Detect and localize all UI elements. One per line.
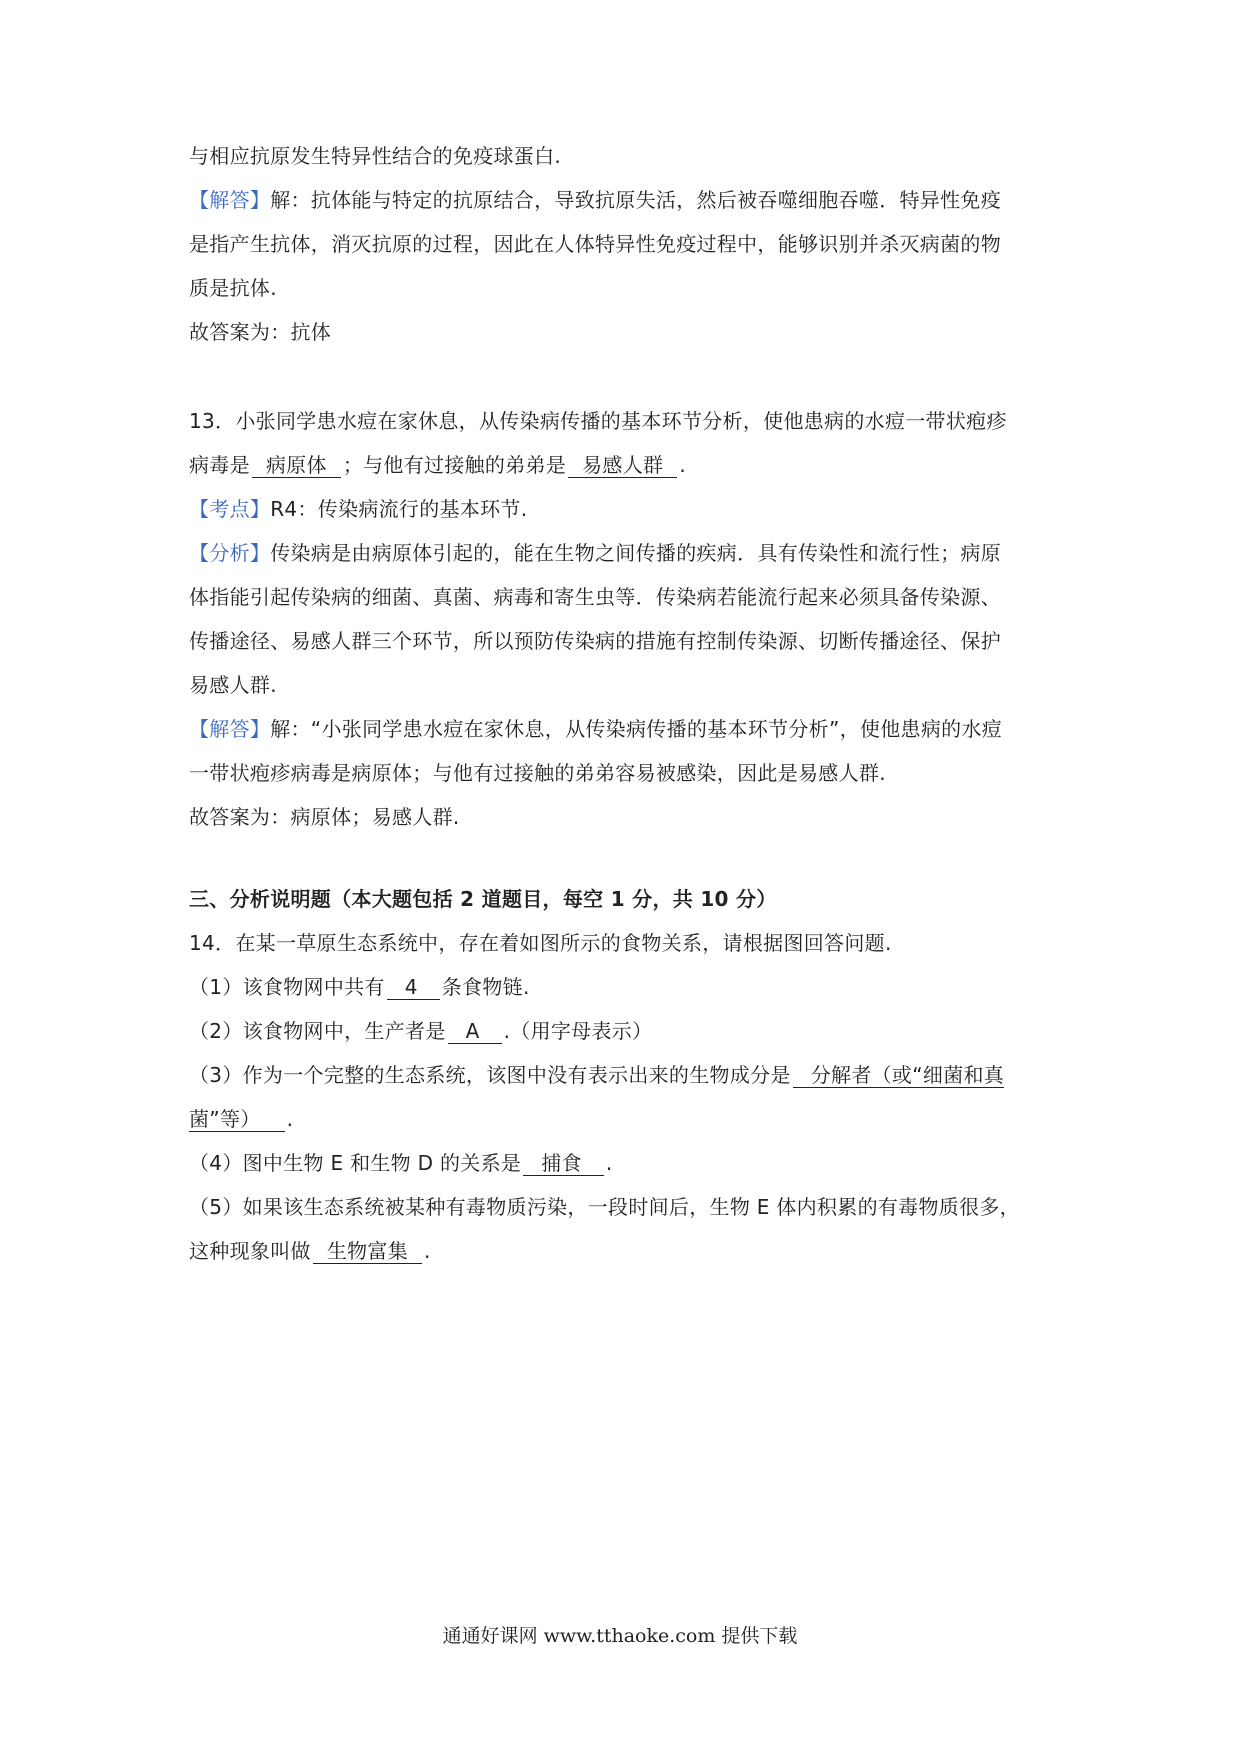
footer-text: 通通好课网 www.tthaoke.com 提供下载	[442, 1625, 798, 1647]
section3-heading-text: 三、分析说明题（本大题包括 2 道题目，每空 1 分，共 10 分）	[189, 887, 777, 911]
q13-stem-text2a: 病毒是	[189, 453, 250, 477]
q14-p3-blank-part2: 菌”等）	[189, 1107, 285, 1132]
q12-answer-text2: 是指产生抗体，消灭抗原的过程，因此在人体特异性免疫过程中，能够识别并杀灭病菌的物	[189, 232, 1001, 256]
q14-p3-blank-part1: 分解者（或“细菌和真	[793, 1063, 1004, 1088]
q12-answer-line2	[189, 229, 1069, 259]
q13-jieda-text1: 解：“小张同学患水痘在家休息，从传染病传播的基本环节分析”，使他患病的水痘	[270, 717, 1003, 741]
q14-stem-text: 14．在某一草原生态系统中，存在着如图所示的食物关系，请根据图回答问题.	[189, 931, 892, 955]
q14-p5-text1: （5）如果该生态系统被某种有毒物质污染，一段时间后，生物 E 体内积累的有毒物质很多，	[189, 1195, 1020, 1219]
q13-stem-text2c: .	[679, 453, 686, 477]
section-heading	[189, 884, 1069, 914]
q14-part5-line1	[189, 1192, 1069, 1222]
fenxi-tag: 【分析】	[189, 541, 271, 565]
q13-fenxi-line1	[189, 538, 1069, 568]
q14-p3-text-a: （3）作为一个完整的生态系统，该图中没有表示出来的生物成分是	[189, 1063, 791, 1087]
q14-p2-blank: A	[448, 1019, 502, 1044]
q13-kaodian-text: R4：传染病流行的基本环节.	[270, 497, 528, 521]
q13-kaodian-line	[189, 494, 1069, 524]
q14-p4-text-a: （4）图中生物 E 和生物 D 的关系是	[189, 1151, 522, 1175]
q13-jieda-text2: 一带状疱疹病毒是病原体；与他有过接触的弟弟容易被感染，因此是易感人群.	[189, 761, 886, 785]
answer-tag: 【解答】	[189, 717, 271, 741]
q14-part3-line1	[189, 1060, 1069, 1090]
q12-explanation-line	[189, 141, 1069, 171]
q13-final-answer	[189, 802, 1069, 832]
q14-p5-blank: 生物富集	[313, 1239, 422, 1264]
q14-part2	[189, 1016, 1069, 1046]
q14-p2-text-b: .（用字母表示）	[503, 1019, 653, 1043]
q14-p1-text-a: （1）该食物网中共有	[189, 975, 385, 999]
q13-fenxi-text2: 体指能引起传染病的细菌、真菌、病毒和寄生虫等．传染病若能流行起来必须具备传染源、	[189, 585, 1001, 609]
q13-fenxi-text4: 易感人群.	[189, 673, 277, 697]
q12-line1: 与相应抗原发生特异性结合的免疫球蛋白.	[189, 144, 562, 168]
q13-blank-2: 易感人群	[568, 453, 677, 478]
q13-fenxi-line2	[189, 582, 1069, 612]
q14-p4-text-b: .	[605, 1151, 613, 1175]
q13-final-text: 故答案为：病原体；易感人群.	[189, 805, 460, 829]
q13-stem-line2	[189, 450, 1069, 480]
q14-p2-text-a: （2）该食物网中，生产者是	[189, 1019, 446, 1043]
q13-jieda-line2	[189, 758, 1069, 788]
q14-part3-line2	[189, 1104, 1069, 1134]
q14-p4-blank: 捕食	[523, 1151, 604, 1176]
q14-p5-text-b: .	[424, 1239, 431, 1263]
q13-blank-1: 病原体	[252, 453, 341, 478]
kaodian-tag: 【考点】	[189, 497, 271, 521]
q12-final-answer	[189, 317, 1069, 347]
q13-fenxi-text3: 传播途径、易感人群三个环节，所以预防传染病的措施有控制传染源、切断传播途径、保护	[189, 629, 1001, 653]
q14-p5-text-a: 这种现象叫做	[189, 1239, 311, 1263]
q14-p3-text-b: .	[286, 1107, 294, 1131]
q13-fenxi-text1: 传染病是由病原体引起的，能在生物之间传播的疾病．具有传染性和流行性；病原	[270, 541, 1002, 565]
q14-part4	[189, 1148, 1069, 1178]
q13-fenxi-line4	[189, 670, 1069, 700]
q12-answer-text3: 质是抗体.	[189, 276, 277, 300]
q13-stem-line1	[189, 406, 1069, 436]
q14-p1-blank: 4	[387, 975, 440, 1000]
q14-part5-line2	[189, 1236, 1069, 1266]
q13-jieda-line1	[189, 714, 1069, 744]
q12-final-text: 故答案为：抗体	[189, 320, 332, 344]
q13-stem-text1: 13．小张同学患水痘在家休息，从传染病传播的基本环节分析，使他患病的水痘一带状疱疹	[189, 409, 1007, 433]
q14-part1	[189, 972, 1069, 1002]
q12-answer-line3	[189, 273, 1069, 303]
page-footer	[0, 1622, 1240, 1650]
q14-stem	[189, 928, 1069, 958]
answer-tag: 【解答】	[189, 188, 271, 212]
q13-stem-text2b: ；与他有过接触的弟弟是	[342, 453, 567, 477]
q13-fenxi-line3	[189, 626, 1069, 656]
q12-answer-text1: 解：抗体能与特定的抗原结合，导致抗原失活，然后被吞噬细胞吞噬．特异性免疫	[270, 188, 1002, 212]
q14-p1-text-b: 条食物链.	[441, 975, 530, 999]
q12-answer-line1	[189, 185, 1069, 215]
